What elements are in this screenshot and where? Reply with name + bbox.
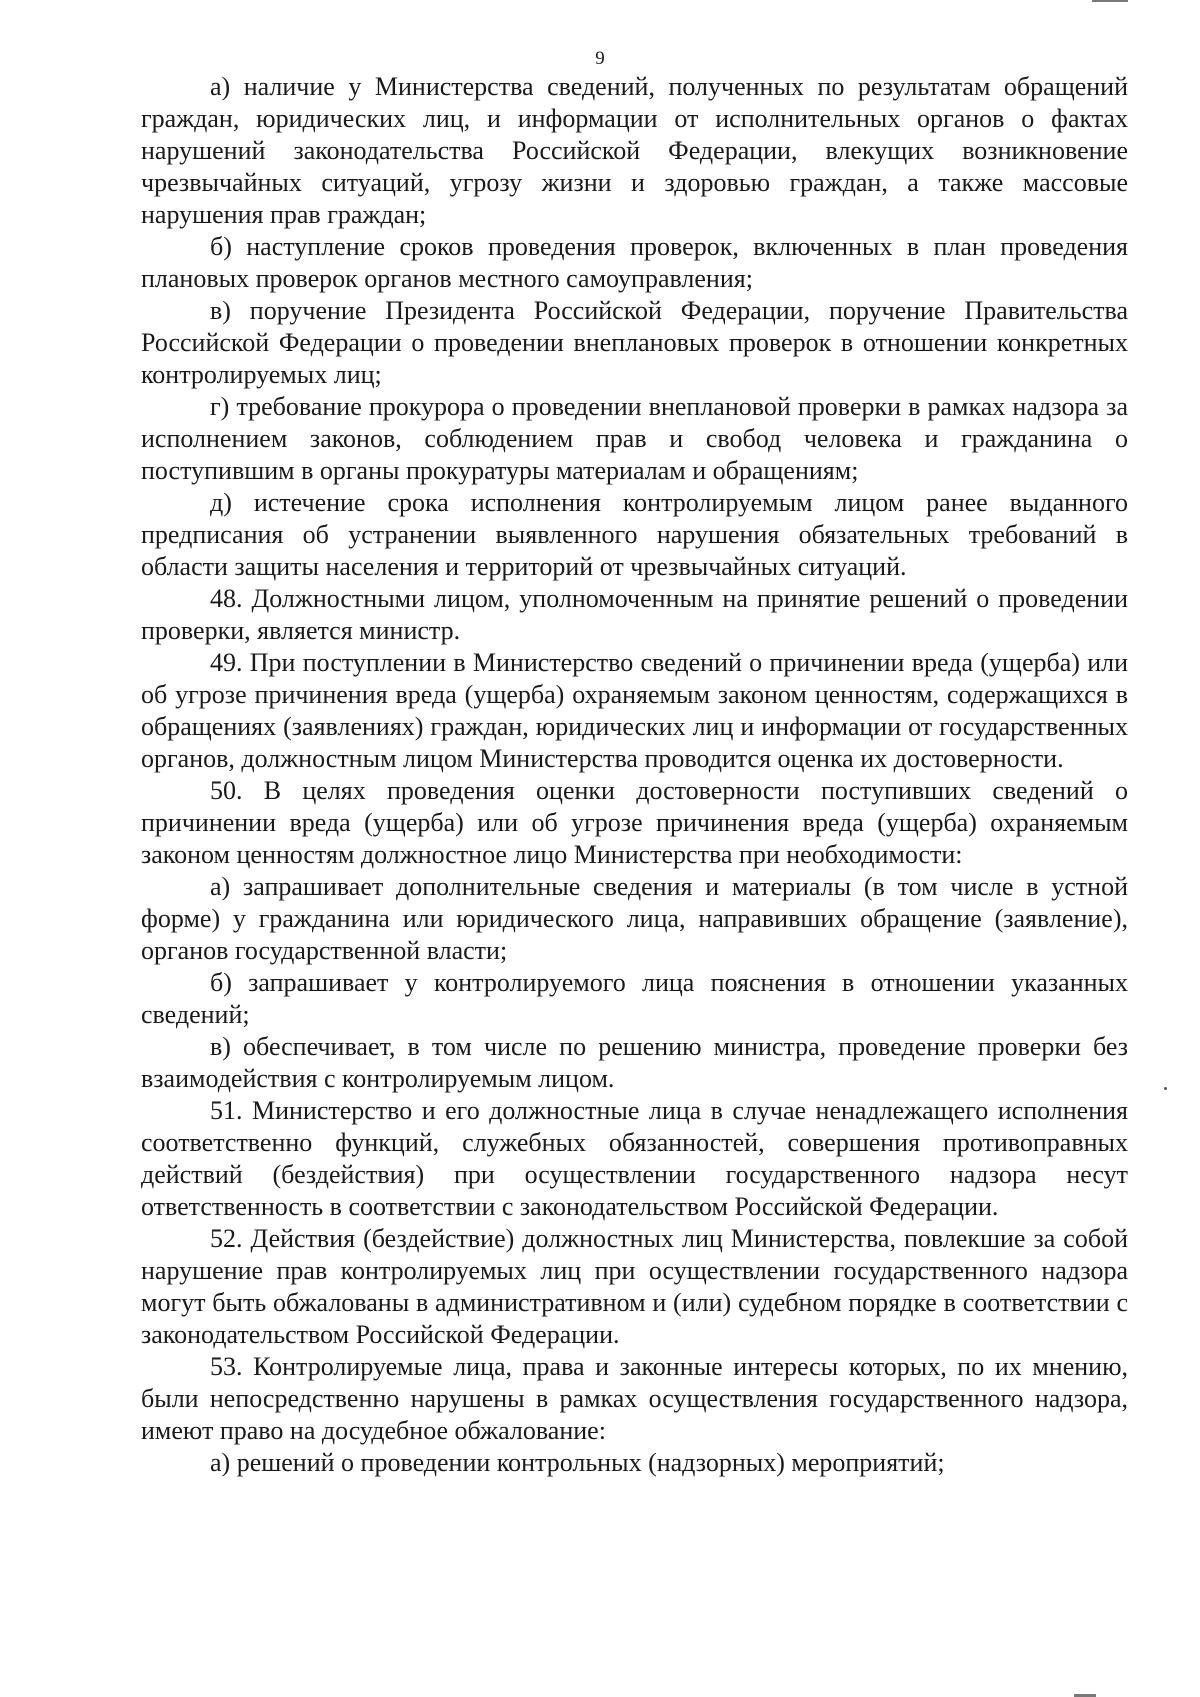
paragraph: в) поручение Президента Российской Федерации, поручение Правительства Российской Федерации о проведении внеплановых проверок в отношении конкретных контролируемых лиц;: [141, 296, 1128, 389]
page-number: 9: [595, 48, 605, 69]
paragraph: б) наступление сроков проведения проверок, включенных в план проведения плановых проверок органов местного самоуправления;: [141, 232, 1128, 293]
paragraph: а) наличие у Министерства сведений, полученных по результатам обращений граждан, юридических лиц, и информации от исполнительных органов о фактах нарушений законодательства Российской Федерации, влекущих возникновение чрезвычайных ситуаций, угрозу жизни и здоровью граждан, а также массовые нарушения прав граждан;: [141, 72, 1128, 229]
paragraph: 50. В целях проведения оценки достоверности поступивших сведений о причинении вреда (ущерба) или об угрозе причинения вреда (ущерба) охраняемым законом ценностям должностное лицо Министерства при необходимости:: [141, 776, 1128, 869]
paragraph: а) решений о проведении контрольных (надзорных) мероприятий;: [210, 1448, 945, 1477]
paragraph: г) требование прокурора о проведении внеплановой проверки в рамках надзора за исполнением законов, соблюдением прав и свобод человека и гражданина о поступившим в органы прокуратуры материалам и обращениям;: [141, 392, 1128, 485]
paragraph: в) обеспечивает, в том числе по решению министра, проведение проверки без взаимодействия с контролируемым лицом.: [141, 1032, 1128, 1093]
paragraph: д) истечение срока исполнения контролируемым лицом ранее выданного предписания об устранении выявленного нарушения обязательных требований в области защиты населения и территорий от чрезвычайных ситуаций.: [141, 488, 1128, 581]
scan-edge-mark: [1092, 0, 1128, 2]
scan-dot-mark: [1164, 1087, 1167, 1090]
paragraph: 51. Министерство и его должностные лица в случае ненадлежащего исполнения соответственно функций, служебных обязанностей, совершения противоправных действий (бездействия) при осуществлении государственного надзора несут ответственность в соответствии с законодательством Российской Федерации.: [141, 1096, 1128, 1221]
paragraph: 52. Действия (бездействие) должностных лиц Министерства, повлекшие за собой нарушение прав контролируемых лиц при осуществлении государственного надзора могут быть обжалованы в административном и (или) судебном порядке в соответствии с законодательством Российской Федерации.: [141, 1224, 1128, 1349]
paragraph: 53. Контролируемые лица, права и законные интересы которых, по их мнению, были непосредственно нарушены в рамках осуществления государственного надзора, имеют право на досудебное обжалование:: [141, 1352, 1128, 1445]
paragraph: б) запрашивает у контролируемого лица пояснения в отношении указанных сведений;: [141, 968, 1128, 1029]
paragraph: 48. Должностными лицом, уполномоченным на принятие решений о проведении проверки, является министр.: [141, 584, 1128, 645]
paragraph: 49. При поступлении в Министерство сведений о причинении вреда (ущерба) или об угрозе причинения вреда (ущерба) охраняемым законом ценностям, содержащихся в обращениях (заявлениях) граждан, юридических лиц и информации от государственных органов, должностным лицом Министерства проводится оценка их достоверности.: [141, 648, 1128, 773]
paragraph: а) запрашивает дополнительные сведения и материалы (в том числе в устной форме) у гражданина или юридического лица, направивших обращение (заявление), органов государственной власти;: [141, 872, 1128, 965]
document-body: [141, 71, 1128, 1479]
